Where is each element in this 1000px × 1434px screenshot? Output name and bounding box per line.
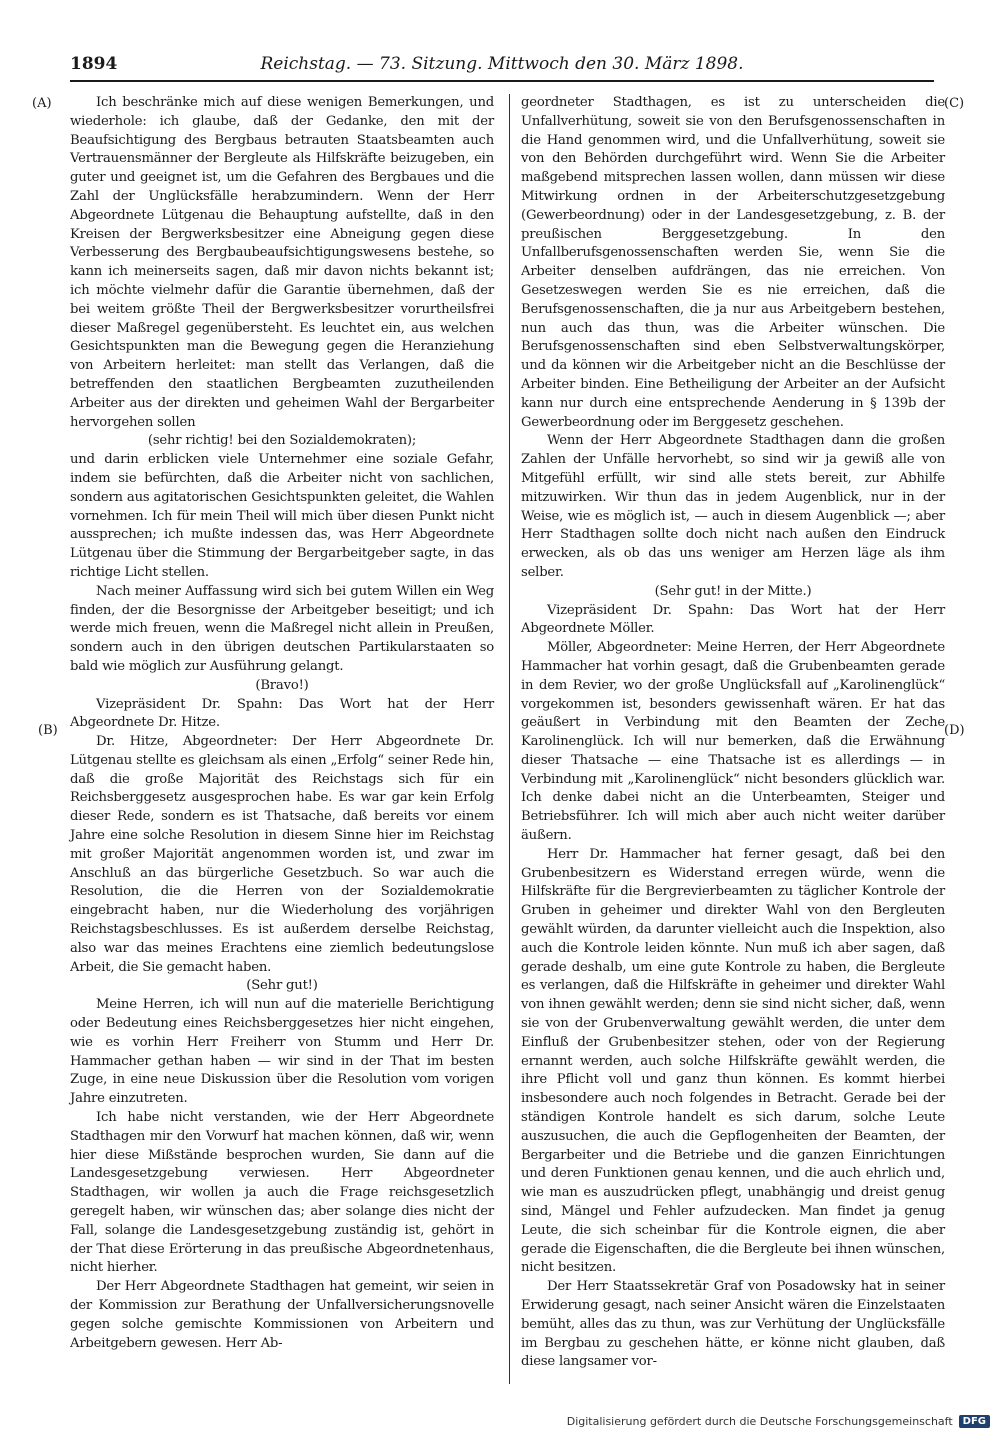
paragraph: (Sehr gut! in der Mitte.) (654, 583, 812, 599)
paragraph: Der Herr Abgeordnete Stadthagen hat gemeint, wir seien in der Kommission zur Berathung der Unfallversicherungsnovelle gegen solche gemischte Kommissionen von Arbeitern und Arbeitgebern gewesen. Herr Ab- (70, 1279, 494, 1351)
footer (567, 1415, 990, 1428)
paragraph: Vizepräsident Dr. Spahn: Das Wort hat der Herr Abgeordnete Möller. (521, 602, 945, 637)
paragraph: Herr Dr. Hammacher hat ferner gesagt, daß bei den Grubenbesitzern es Widerstand erregen würde, wenn die Hilfskräfte für die Bergrevierbeamten zu täglicher Kontrole der Gruben in geheimer und direkter Wahl von den Bergleuten gewählt würden, da darunter vielleicht auch die Inspektion, also auch die Kontrole leiden könnte. Nun muß ich aber sagen, daß gerade deshalb, um eine gute Kontrole zu haben, die Bergleute es verlangen, daß die Hilfskräfte in geheimer und direkter Wahl von ihnen gewählt werden; denn sie sind nicht sicher, daß, wenn sie von der Grubenverwaltung gewählt werden, die unter dem Einfluß der Grubenbesitzer stehen, oder von der Regierung ernannt werden, auch solche Hilfskräfte gewählt werden, die ihre Pflicht voll und ganz thun können. Es kommt hierbei insbesondere auch noch folgendes in Betracht. Gerade bei der ständigen Kontrole handelt es sich darum, solche Leute auszusuchen, die auch die Gepflogenheiten der Beamten, der Bergarbeiter und die Betriebe und die ganzen Einrichtungen und deren Funktionen genau kennen, und die auch ehrlich und, wie man es auszudrücken pflegt, unabhängig und dreist genug sind, Mängel und Fehler aufzudecken. Man findet ja genug Leute, die sich scheinbar für die Kontrole eignen, die aber gerade die Eigenschaften, die die Bergleute bei ihnen wünschen, nicht besitzen. (521, 846, 945, 1276)
paragraph: Ich habe nicht verstanden, wie der Herr Abgeordnete Stadthagen mir den Vorwurf hat machen können, daß wir, wenn hier diese Mißstände besprochen wurden, Sie dann auf die Landesgesetzgebung verwiesen. Herr Abgeordneter Stadthagen, wir wollen ja auch die Frage reichsgesetzlich geregelt haben, wir wünschen das; aber solange dies nicht der Fall, solange die Landesgesetzgebung zuständig ist, gehört in der That diese Erörterung in das preußische Abgeordnetenhaus, nicht hierher. (70, 1110, 494, 1276)
column-divider (509, 94, 510, 1384)
paragraph: (sehr richtig! bei den Sozialdemokraten); (147, 433, 417, 449)
paragraph: und darin erblicken viele Unternehmer eine soziale Gefahr, indem sie befürchten, daß die Arbeiter nicht von sachlichen, sondern aus agitatorischen Gesichtspunkten geleitet, die Wahlen vornehmen. Ich für mein Theil will mich über diesen Punkt nicht aussprechen; ich mußte indessen das, was Herr Abgeordnete Lütgenau über die Stimmung der Bergarbeitgeber sagte, in das richtige Licht stellen. (70, 452, 494, 580)
margin-marker-b: (B) (38, 723, 58, 738)
page-title: Reichstag. — 73. Sitzung. Mittwoch den 30. März 1898. (260, 54, 744, 74)
paragraph: Möller, Abgeordneter: Meine Herren, der Herr Abgeordnete Hammacher hat vorhin gesagt, daß die Grubenbeamten gerade in dem Revier, wo der große Unglücksfall auf „Karolinenglück“ vorgekommen ist, besonders gewissenhaft wären. Er hat das geäußert in Verbindung mit den Beamten der Zeche Karolinenglück. Ich will nur bemerken, daß die Erwähnung dieser Thatsache — eine Thatsache ist es allerdings — in Verbindung mit „Karolinenglück“ nicht besonders glücklich war. Ich denke dabei nicht an die Unterbeamten, Steiger und Betriebsführer. Ich will mich aber auch nicht weiter darüber äußern. (521, 640, 945, 844)
margin-marker-c: (C) (944, 96, 965, 111)
header-rule (70, 80, 934, 82)
dfg-logo: DFG (959, 1415, 990, 1428)
page-number: 1894 (70, 54, 118, 74)
paragraph: (Sehr gut!) (246, 978, 318, 994)
left-column (70, 94, 494, 1353)
paragraph: Der Herr Staatssekretär Graf von Posadowsky hat in seiner Erwiderung gesagt, nach seiner Ansicht wären die Einzelstaaten bemüht, alles das zu thun, was zur Verhütung der Unglücksfälle im Bergbau zu geschehen hätte, er könne nicht glauben, daß diese langsamer vor- (521, 1279, 945, 1370)
page-header (70, 50, 934, 78)
right-column (521, 94, 945, 1372)
footer-credit: Digitalisierung gefördert durch die Deutsche Forschungsgemeinschaft (566, 1415, 953, 1428)
margin-marker-a: (A) (32, 96, 52, 111)
paragraph: Ich beschränke mich auf diese wenigen Bemerkungen, und wiederhole: ich glaube, daß der Gedanke, den mit der Beaufsichtigung des Bergbaus betrauten Staatsbeamten auch Vertrauensmänner der Bergleute als Hilfskräfte beizugeben, ein guter und geeignet ist, um die Gefahren des Bergbaues und die Zahl der Unglücksfälle herabzumindern. Wenn der Herr Abgeordnete Lütgenau die Behauptung aufstellte, daß in den Kreisen der Bergwerksbesitzer eine Abneigung gegen diese Verbesserung des Bergbaubeaufsichtigungswesens bestehe, so kann ich meinerseits sagen, daß mir davon nichts bekannt ist; ich möchte vielmehr dafür die Garantie übernehmen, daß der bei weitem größte Theil der Bergwerksbesitzer vorurtheilsfrei dieser Maßregel gegenübersteht. Es leuchtet ein, aus welchen Gesichtspunkten man die Bewegung gegen die Heranziehung von Arbeitern herleitet: man stellt das Verlangen, daß die betreffenden den staatlichen Bergbeamten zuzutheilenden Arbeiter aus der direkten und geheimen Wahl der Bergarbeiter hervorgehen sollen (70, 95, 494, 430)
paragraph: (Bravo!) (255, 677, 309, 693)
paragraph: Nach meiner Auffassung wird sich bei gutem Willen ein Weg finden, der die Besorgnisse der Arbeitgeber beseitigt; und ich werde mich freuen, wenn die Maßregel nicht allein in Preußen, sondern auch in den übrigen deutschen Partikularstaaten so bald wie möglich zur Ausführung gelangt. (70, 583, 494, 674)
paragraph: Dr. Hitze, Abgeordneter: Der Herr Abgeordnete Dr. Lütgenau stellte es gleichsam als einen „Erfolg“ seiner Rede hin, daß die große Majorität des Reichstags sich für ein Reichsberggesetz ausgesprochen habe. Es war gar kein Erfolg dieser Rede, sondern es ist Thatsache, daß bereits vor einem Jahre eine solche Resolution in diesem Sinne hier im Reichstag mit großer Majorität angenommen worden ist, und zwar im Anschluß an das bürgerliche Gesetzbuch. So war auch die Resolution, die die Herren von der Sozialdemokratie eingebracht haben, nur die Wiederholung des vorjährigen Reichstagsbeschlusses. Es ist außerdem derselbe Reichstag, also war das meines Erachtens eine ziemlich bedeutungslose Arbeit, die Sie gemacht haben. (70, 734, 494, 975)
paragraph: Meine Herren, ich will nun auf die materielle Berichtigung oder Bedeutung eines Reichsberggesetzes hier nicht eingehen, wie es vorhin Herr Freiherr von Stumm und Herr Dr. Hammacher gethan haben — wir sind in der That im besten Zuge, in eine neue Diskussion über die Resolution vom vorigen Jahre einzutreten. (70, 997, 494, 1107)
paragraph: Vizepräsident Dr. Spahn: Das Wort hat der Herr Abgeordnete Dr. Hitze. (70, 696, 494, 731)
paragraph: Wenn der Herr Abgeordnete Stadthagen dann die großen Zahlen der Unfälle hervorhebt, so sind wir ja gewiß alle von Mitgefühl erfüllt, wir sind alle stets bereit, zur Abhilfe mitzuwirken. Wir thun das in jedem Augenblick, nur in der Weise, wie es möglich ist, — auch in diesem Augenblick —; aber Herr Stadthagen sollte doch nicht nach außen den Eindruck erwecken, als ob das uns weniger am Herzen läge als ihm selber. (521, 433, 945, 580)
paragraph: geordneter Stadthagen, es ist zu unterscheiden die Unfallverhütung, soweit sie von den Berufsgenossenschaften in die Hand genommen wird, und die Unfallverhütung, soweit sie von den Behörden durchgeführt wird. Wenn Sie die Arbeiter maßgebend mitsprechen lassen wollen, dann müssen wir diese Mitwirkung ordnen in der Arbeiterschutzgesetzgebung (Gewerbeordnung) oder in der Landesgesetzgebung, z. B. der preußischen Berggesetzgebung. In den Unfallberufsgenossenschaften werden Sie, wenn Sie die Arbeiter denselben aufdrängen, das nie erreichen. Von Gesetzeswegen werden Sie es nie erreichen, daß die Berufsgenossenschaften, die ja nur aus Arbeitgebern bestehen, nun auch das thun, was die Arbeiter wünschen. Die Berufsgenossenschaften sind eben Selbstverwaltungskörper, und da können wir die Arbeitgeber nicht an die Beschlüsse der Arbeiter binden. Eine Betheiligung der Arbeiter an der Aufsicht kann nur durch eine entsprechende Aenderung in § 139b der Gewerbeordnung oder im Berggesetz geschehen. (521, 95, 945, 430)
margin-marker-d: (D) (944, 723, 965, 738)
